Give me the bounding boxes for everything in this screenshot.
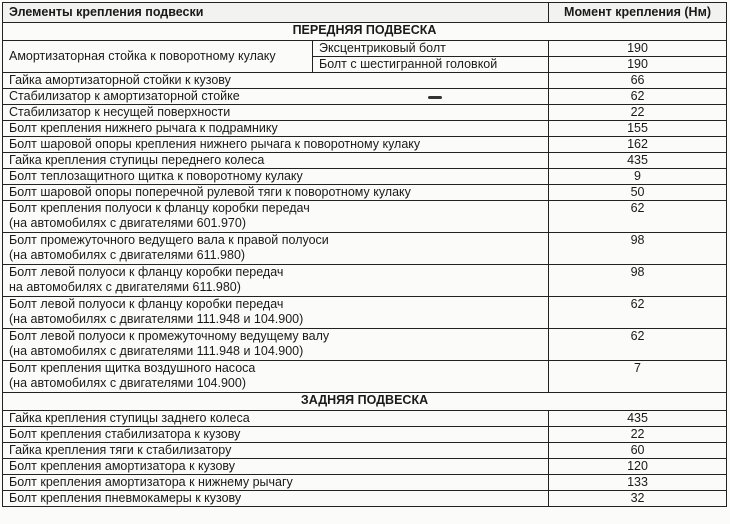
row-label-cell xyxy=(3,201,549,233)
row-value: 60 xyxy=(549,443,727,459)
row-label: Болт крепления щитка воздушного насоса xyxy=(9,361,256,375)
row-label: Болт теплозащитного щитка к поворотному кулаку xyxy=(9,169,303,183)
row-value: 62 xyxy=(549,329,727,361)
row-value: 155 xyxy=(549,121,727,137)
table-row xyxy=(3,137,727,153)
row-label-cell xyxy=(3,153,549,169)
row-value: 22 xyxy=(549,105,727,121)
row-value: 62 xyxy=(549,201,727,233)
strut-label: Амортизаторная стойка к поворотному кулаку xyxy=(3,41,313,73)
table-row xyxy=(3,491,727,507)
row-label-cell xyxy=(3,491,549,507)
header-row xyxy=(3,3,727,23)
row-label-cell xyxy=(3,105,549,121)
row-value: 98 xyxy=(549,233,727,265)
row-label-cell xyxy=(3,427,549,443)
row-value: 62 xyxy=(549,89,727,105)
row-value: 62 xyxy=(549,297,727,329)
row-label-cell xyxy=(3,137,549,153)
row-label: Болт крепления стабилизатора к кузову xyxy=(9,427,241,441)
strut-sub-value: 190 xyxy=(549,57,727,73)
row-label-cell xyxy=(3,329,549,361)
row-note: (на автомобилях с двигателями 601.970) xyxy=(9,216,246,230)
strut-sub-value: 190 xyxy=(549,41,727,57)
row-value: 66 xyxy=(549,73,727,89)
row-label-cell xyxy=(3,233,549,265)
table-row xyxy=(3,41,727,57)
table-row xyxy=(3,443,727,459)
row-label: Болт крепления пневмокамеры к кузову xyxy=(9,491,242,505)
front-rows xyxy=(3,73,727,201)
row-label-cell xyxy=(3,73,549,89)
front-rows-notes xyxy=(3,201,727,393)
row-value: 120 xyxy=(549,459,727,475)
row-label: Стабилизатор к несущей поверхности xyxy=(9,105,231,119)
row-label: Болт шаровой опоры поперечной рулевой тяги к поворотному кулаку xyxy=(9,185,411,199)
row-label: Болт левой полуоси к промежуточному ведущему валу xyxy=(9,329,330,343)
row-value: 133 xyxy=(549,475,727,491)
row-label: Болт шаровой опоры крепления нижнего рычага к поворотному кулаку xyxy=(9,137,421,151)
table-row xyxy=(3,475,727,491)
row-label: Болт крепления амортизатора к кузову xyxy=(9,459,236,473)
table-row xyxy=(3,153,727,169)
row-value: 32 xyxy=(549,491,727,507)
row-label-cell xyxy=(3,459,549,475)
row-label: Стабилизатор к амортизаторной стойке xyxy=(9,89,240,103)
table-row xyxy=(3,361,727,393)
row-note: (на автомобилях с двигателями 111.948 и 104.900) xyxy=(9,312,304,326)
row-value: 50 xyxy=(549,185,727,201)
header-torque: Момент крепления (Нм) xyxy=(549,3,727,23)
table-row xyxy=(3,427,727,443)
row-label-cell xyxy=(3,185,549,201)
table-row xyxy=(3,265,727,297)
table-row xyxy=(3,297,727,329)
row-value: 22 xyxy=(549,427,727,443)
row-label: Болт крепления амортизатора к нижнему рычагу xyxy=(9,475,293,489)
row-value: 7 xyxy=(549,361,727,393)
strut-sub-bolt: Эксцентриковый болт xyxy=(313,41,549,57)
row-value: 435 xyxy=(549,153,727,169)
row-note: (на автомобилях с двигателями 611.980) xyxy=(9,248,246,262)
row-label: Болт крепления полуоси к фланцу коробки передач xyxy=(9,201,310,215)
row-label-cell xyxy=(3,169,549,185)
section-title-rear: ЗАДНЯЯ ПОДВЕСКА xyxy=(3,393,727,411)
table-row xyxy=(3,329,727,361)
table-row xyxy=(3,89,727,105)
row-value: 435 xyxy=(549,411,727,427)
row-value: 162 xyxy=(549,137,727,153)
row-value: 98 xyxy=(549,265,727,297)
torque-table xyxy=(2,2,727,507)
row-note: на автомобилях с двигателями 611.980) xyxy=(9,280,241,294)
section-title-front: ПЕРЕДНЯЯ ПОДВЕСКА xyxy=(3,23,727,41)
strut-sub-bolt: Болт с шестигранной головкой xyxy=(313,57,549,73)
table-row xyxy=(3,121,727,137)
table-row xyxy=(3,105,727,121)
row-label: Болт левой полуоси к фланцу коробки передач xyxy=(9,265,284,279)
row-value: 9 xyxy=(549,169,727,185)
header-element: Элементы крепления подвески xyxy=(3,3,549,23)
row-note: (на автомобилях с двигателями 111.948 и 104.900) xyxy=(9,344,304,358)
row-label-cell xyxy=(3,443,549,459)
section-row xyxy=(3,393,727,411)
table-row xyxy=(3,233,727,265)
table-row xyxy=(3,201,727,233)
row-label: Болт крепления нижнего рычага к подрамнику xyxy=(9,121,278,135)
table-row xyxy=(3,411,727,427)
table-row xyxy=(3,459,727,475)
row-label-cell xyxy=(3,361,549,393)
row-label: Гайка крепления ступицы переднего колеса xyxy=(9,153,265,167)
row-label: Гайка крепления тяги к стабилизатору xyxy=(9,443,232,457)
row-label-cell xyxy=(3,297,549,329)
section-row xyxy=(3,23,727,41)
row-label-cell xyxy=(3,265,549,297)
table-row xyxy=(3,185,727,201)
row-note: (на автомобилях с двигателями 104.900) xyxy=(9,376,246,390)
row-label-cell xyxy=(3,475,549,491)
table-row xyxy=(3,73,727,89)
row-label-cell xyxy=(3,411,549,427)
rear-rows xyxy=(3,411,727,507)
row-label-cell xyxy=(3,121,549,137)
row-label: Гайка амортизаторной стойки к кузову xyxy=(9,73,231,87)
table-row xyxy=(3,169,727,185)
row-label: Болт промежуточного ведущего вала к правой полуоси xyxy=(9,233,329,247)
row-label-cell xyxy=(3,89,549,105)
row-label: Болт левой полуоси к фланцу коробки передач xyxy=(9,297,284,311)
row-label: Гайка крепления ступицы заднего колеса xyxy=(9,411,250,425)
